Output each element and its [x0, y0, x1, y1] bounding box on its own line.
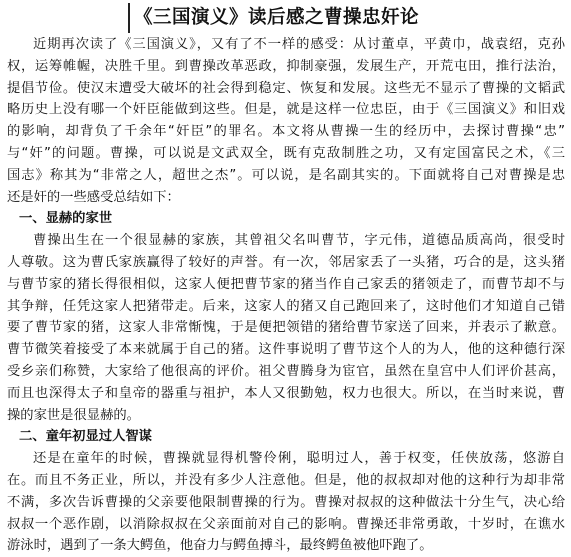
paragraph-line: 不满，多次告诉曹操的父亲要他限制曹操的行为。曹操对叔叔的这种做法十分生气，决心给	[7, 494, 565, 510]
paragraph-line: 与“奸”的问题。曹操，可以说是文武双全，既有克敌制胜之功，又有定国富民之术，《三	[7, 145, 565, 161]
paragraph-line: 还是在童年的时候，曹操就显得机警伶俐，聪明过人，善于权变，任侠放荡，悠游自	[33, 451, 565, 467]
paragraph-line: 曹操出生在一个很显赫的家族，其曾祖父名叫曹节，字元伟，道德品质高尚，很受时	[33, 233, 565, 249]
paragraph-line: 操的家世是很显赫的。	[7, 407, 140, 423]
section-heading: 一、显赫的家世	[19, 211, 113, 227]
section-heading: 二、童年初显过人智谋	[19, 429, 152, 445]
paragraph-line: 曹节微笑着接受了本来就属于自己的猪。这件事说明了曹节这个人的为人，他的这种德行深	[7, 342, 565, 358]
paragraph-line: 游泳时，遇到了一条大鳄鱼，他奋力与鳄鱼搏斗，最终鳄鱼被他吓跑了。	[7, 538, 433, 554]
paragraph-line: 其争辩，任凭这家人把猪带走。后来，这家人的猪又自己跑回来了，这时他们才知道自己错	[7, 298, 565, 314]
paragraph-line: 略历史上没有哪一个奸臣能做到这些。但是，就是这样一位忠臣，由于《三国演义》和旧戏	[7, 102, 565, 118]
paragraph-line: 叔叔一个恶作剧，以消除叔叔在父亲面前对自己的影响。曹操还非常勇敢，十岁时，在谯水	[7, 516, 565, 532]
paragraph-line: 人尊敬。这为曹氏家族赢得了较好的声誉。有一次，邻居家丢了一头猪，巧合的是，这头猪	[7, 254, 565, 270]
paragraph-line: 的影响，却背负了千余年“奸臣”的罪名。本文将从曹操一生的经历中，去探讨曹操“忠”	[7, 124, 565, 140]
paragraph-line: 国志》称其为“非常之人，超世之杰”。可以说，是名副其实的。下面就将自己对曹操是忠	[7, 167, 565, 183]
paragraph-line: 要了曹节家的猪，这家人非常惭愧，于是便把领错的猪给曹节家送了回来，并表示了歉意。	[7, 320, 565, 336]
paragraph-line: 与曹节家的猪长得很相似，这家人便把曹节家的猪当作自己家丢的猪领走了，而曹节却不与	[7, 276, 565, 292]
paragraph-line: 提倡节俭。使汉末遭受大破坏的社会得到稳定、恢复和发展。这些无不显示了曹操的文韬武	[7, 80, 565, 96]
paragraph-line: 还是奸的一些感受总结如下：	[7, 189, 180, 205]
paragraph-line: 在。而且不务正业，所以，并没有多少人注意他。但是，他的叔叔却对他的这种行为却非常	[7, 472, 565, 488]
paragraph-line: 近期再次读了《三国演义》，又有了不一样的感受：从讨董卓，平黄巾，战袁绍，克孙	[33, 37, 565, 52]
document-title: 《三国演义》读后感之曹操忠奸论	[128, 3, 419, 33]
paragraph-line: 权，运筹帷幄，决胜千里。到曹操改革恶政，抑制豪强，发展生产，开荒屯田，推行法治，	[7, 58, 565, 74]
paragraph-line: 受乡亲们称赞，大家给了他很高的评价。祖父曹腾身为宦官，虽然在皇宫中人们评价甚高，	[7, 363, 565, 379]
document-body	[7, 34, 565, 557]
paragraph-line: 而且也深得太子和皇帝的器重与祖护，本人又很勤勉，权力也很大。所以，在当时来说，曹	[7, 385, 565, 401]
